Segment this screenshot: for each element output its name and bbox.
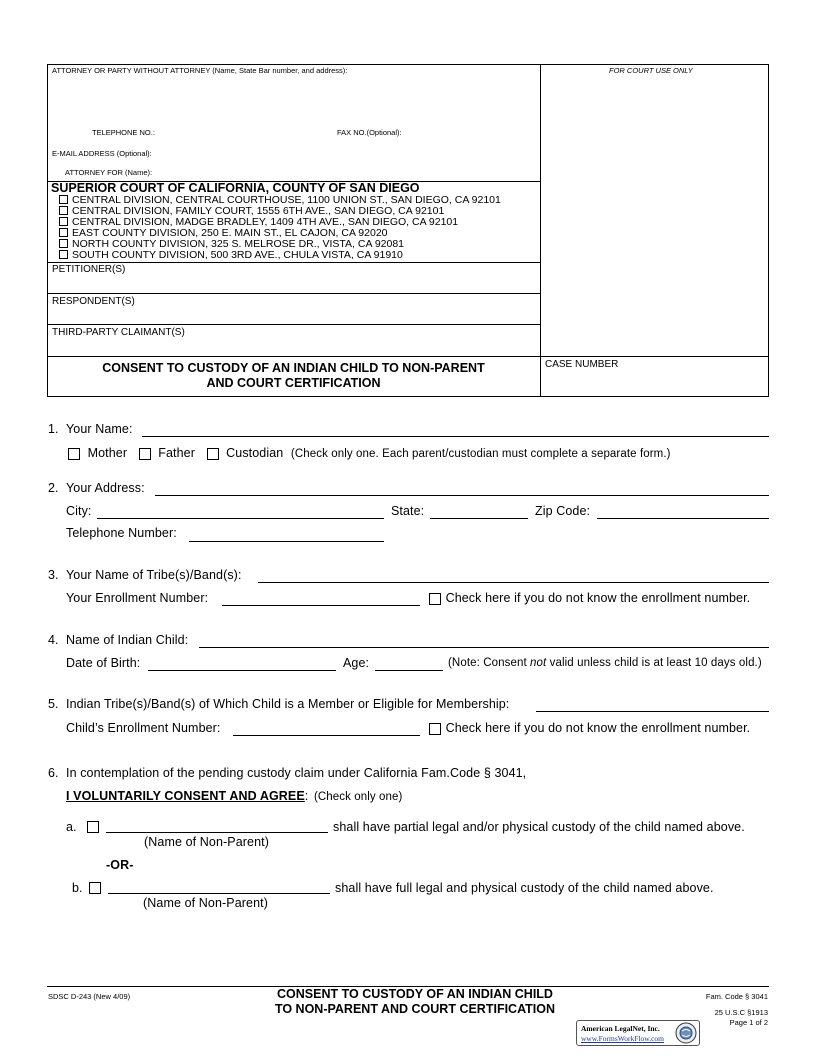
enrollment-unknown-option[interactable] <box>429 591 750 605</box>
division-option[interactable]: CENTRAL DIVISION, MADGE BRADLEY, 1409 4TH AVE., SAN DIEGO, CA 92101 <box>59 217 458 228</box>
address-label: Your Address: <box>66 481 145 495</box>
division-option[interactable]: EAST COUNTY DIVISION, 250 E. MAIN ST., EL CAJON, CA 92020 <box>59 228 388 239</box>
zip-field[interactable] <box>597 518 769 519</box>
option-a-label: a. <box>66 820 77 834</box>
option-b-text: shall have full legal and physical custody of the child named above. <box>335 881 714 895</box>
father-checkbox[interactable] <box>139 448 151 460</box>
petitioner-label: PETITIONER(S) <box>52 264 126 275</box>
tribe-label: Your Name of Tribe(s)/Band(s): <box>66 568 242 582</box>
state-field[interactable] <box>430 518 528 519</box>
check-one-note: (Check only one. Each parent/custodian must complete a separate form.) <box>290 448 671 460</box>
case-number-label: CASE NUMBER <box>545 359 619 370</box>
custodian-checkbox[interactable] <box>207 448 219 460</box>
option-b-caption: (Name of Non-Parent) <box>143 896 268 910</box>
checkbox[interactable] <box>59 206 68 215</box>
item-3-number: 3. <box>48 568 59 582</box>
footer-title-line2: TO NON-PARENT AND COURT CERTIFICATION <box>274 1002 556 1016</box>
fam-code-ref: Fam. Code § 3041 <box>705 992 768 1001</box>
email-label: E-MAIL ADDRESS (Optional): <box>52 149 152 158</box>
form-id: SDSC D-243 (New 4/09) <box>48 992 131 1001</box>
dob-field[interactable] <box>148 670 336 671</box>
division-option[interactable]: CENTRAL DIVISION, CENTRAL COURTHOUSE, 1100 UNION ST., SAN DIEGO, CA 92101 <box>59 195 501 206</box>
option-b-checkbox[interactable] <box>89 882 101 894</box>
child-tribe-label: Indian Tribe(s)/Band(s) of Which Child is a Member or Eligible for Membership: <box>66 697 510 711</box>
publisher-badge[interactable] <box>576 1020 700 1046</box>
zip-label: Zip Code: <box>535 504 591 518</box>
option-a-caption: (Name of Non-Parent) <box>144 835 269 849</box>
custodian-label: Custodian <box>226 446 284 460</box>
publisher-name: American LegalNet, Inc. <box>581 1024 660 1033</box>
checkbox[interactable] <box>59 239 68 248</box>
checkbox[interactable] <box>59 195 68 204</box>
child-enrollment-unknown-option[interactable] <box>429 721 750 735</box>
item-6-number: 6. <box>48 766 59 780</box>
option-a-text: shall have partial legal and/or physical custody of the child named above. <box>333 820 745 834</box>
consent-heading-text: I VOLUNTARILY CONSENT AND AGREE <box>66 789 305 803</box>
form-title-line2: AND COURT CERTIFICATION <box>206 376 381 390</box>
enrollment-unknown-checkbox[interactable] <box>429 593 441 605</box>
globe-icon <box>675 1022 697 1044</box>
attorney-for-label: ATTORNEY FOR (Name): <box>65 168 153 177</box>
child-enrollment-unknown-label: Check here if you do not know the enrollment number. <box>445 721 751 735</box>
age-note: (Note: Consent not valid unless child is at least 10 days old.) <box>448 657 762 669</box>
city-field[interactable] <box>97 518 384 519</box>
respondent-label: RESPONDENT(S) <box>52 296 135 307</box>
child-enrollment-field[interactable] <box>233 735 420 736</box>
age-label: Age: <box>343 656 370 670</box>
division-option[interactable]: CENTRAL DIVISION, FAMILY COURT, 1555 6TH AVE., SAN DIEGO, CA 92101 <box>59 206 444 217</box>
dob-label: Date of Birth: <box>66 656 141 670</box>
item-4-number: 4. <box>48 633 59 647</box>
option-b-label: b. <box>72 881 83 895</box>
court-name: SUPERIOR COURT OF CALIFORNIA, COUNTY OF SAN DIEGO <box>51 181 420 195</box>
city-label: City: <box>66 504 92 518</box>
enrollment-unknown-label: Check here if you do not know the enrollment number. <box>445 591 751 605</box>
telephone-label: TELEPHONE NO.: <box>92 128 155 137</box>
relationship-options <box>68 446 671 460</box>
checkbox[interactable] <box>59 250 68 259</box>
attorney-label: ATTORNEY OR PARTY WITHOUT ATTORNEY (Name, State Bar number, and address): <box>52 66 348 75</box>
your-name-field[interactable] <box>142 436 769 437</box>
state-label: State: <box>391 504 425 518</box>
option-a-checkbox[interactable] <box>87 821 99 833</box>
footer-title <box>230 987 600 1017</box>
mother-label: Mother <box>87 446 128 460</box>
child-name-field[interactable] <box>199 647 769 648</box>
court-use-label: FOR COURT USE ONLY <box>609 66 693 75</box>
your-name-label: Your Name: <box>66 422 133 436</box>
mother-checkbox[interactable] <box>68 448 80 460</box>
page-number: Page 1 of 2 <box>729 1018 768 1027</box>
tribe-field[interactable] <box>258 582 769 583</box>
usc-ref: 25 U.S.C §1913 <box>714 1008 768 1017</box>
third-party-label: THIRD-PARTY CLAIMANT(S) <box>52 327 185 338</box>
fax-label: FAX NO.(Optional): <box>337 128 402 137</box>
caption-divider <box>540 64 541 397</box>
publisher-url: www.FormsWorkFlow.com <box>581 1034 665 1043</box>
division-option[interactable]: NORTH COUNTY DIVISION, 325 S. MELROSE DR., VISTA, CA 92081 <box>59 239 404 250</box>
option-a-name-field[interactable] <box>106 832 328 833</box>
telephone-number-label: Telephone Number: <box>66 526 177 540</box>
item-2-number: 2. <box>48 481 59 495</box>
form-title <box>47 361 540 391</box>
consent-heading: I VOLUNTARILY CONSENT AND AGREE: (Check only one) <box>66 789 403 803</box>
age-field[interactable] <box>375 670 443 671</box>
option-b-name-field[interactable] <box>108 893 330 894</box>
title-section-top <box>47 356 769 357</box>
check-only-one: (Check only one) <box>313 791 403 803</box>
telephone-number-field[interactable] <box>189 541 384 542</box>
case-number-field[interactable] <box>541 372 768 396</box>
form-title-line1: CONSENT TO CUSTODY OF AN INDIAN CHILD TO NON-PARENT <box>102 361 485 375</box>
fam-code-text: In contemplation of the pending custody claim under California Fam.Code § 3041, <box>66 766 527 780</box>
enrollment-field[interactable] <box>222 605 420 606</box>
division-option[interactable]: SOUTH COUNTY DIVISION, 500 3RD AVE., CHULA VISTA, CA 91910 <box>59 250 403 261</box>
footer-title-line1: CONSENT TO CUSTODY OF AN INDIAN CHILD <box>277 987 553 1001</box>
checkbox[interactable] <box>59 228 68 237</box>
father-label: Father <box>158 446 195 460</box>
address-field[interactable] <box>155 495 769 496</box>
or-separator: -OR- <box>106 858 134 872</box>
item-1-number: 1. <box>48 422 59 436</box>
child-enrollment-unknown-checkbox[interactable] <box>429 723 441 735</box>
item-5-number: 5. <box>48 697 59 711</box>
child-name-label: Name of Indian Child: <box>66 633 189 647</box>
enrollment-label: Your Enrollment Number: <box>66 591 209 605</box>
checkbox[interactable] <box>59 217 68 226</box>
child-tribe-field[interactable] <box>536 711 769 712</box>
child-enrollment-label: Child’s Enrollment Number: <box>66 721 221 735</box>
